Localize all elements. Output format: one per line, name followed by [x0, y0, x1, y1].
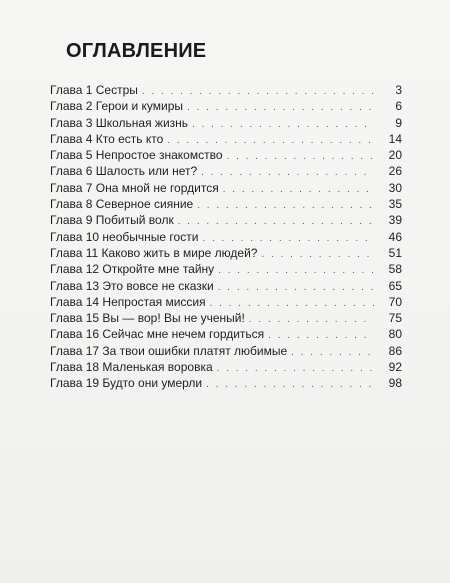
- chapter-title: Глава 14 Непростая миссия: [50, 294, 206, 309]
- page-number: 51: [388, 245, 402, 260]
- page-number: 9: [395, 115, 402, 130]
- toc-entry: [50, 245, 402, 261]
- chapter-title: Глава 13 Это вовсе не сказки: [50, 278, 214, 293]
- page-number: 98: [388, 376, 402, 391]
- page-number: 92: [388, 360, 402, 375]
- toc-entry: [50, 115, 402, 131]
- toc-entry: [50, 147, 402, 163]
- page-number: 65: [388, 278, 402, 293]
- page-number: 86: [388, 343, 402, 358]
- chapter-title: Глава 18 Маленькая воровка: [50, 360, 213, 375]
- chapter-title: Глава 17 За твои ошибки платят любимые: [50, 343, 288, 358]
- dot-leader: [227, 149, 374, 165]
- chapter-title: Глава 3 Школьная жизнь: [50, 115, 189, 130]
- table-of-contents: [50, 82, 402, 392]
- chapter-title: Глава 2 Герои и кумиры: [50, 99, 184, 114]
- page-number: 70: [388, 294, 402, 309]
- chapter-title: Глава 16 Сейчас мне нечем гордиться: [50, 327, 265, 342]
- dot-leader: [187, 100, 374, 116]
- toc-entry: [50, 229, 402, 245]
- dot-leader: [197, 198, 374, 214]
- page-number: 35: [388, 197, 402, 212]
- chapter-title: Глава 15 Вы — вор! Вы не ученый!: [50, 311, 245, 326]
- toc-entry: [50, 278, 402, 294]
- dot-leader: [192, 117, 374, 133]
- chapter-title: Глава 8 Северное сияние: [50, 197, 194, 212]
- page-number: 75: [388, 311, 402, 326]
- toc-entry: [50, 294, 402, 310]
- toc-entry: [50, 82, 402, 98]
- toc-entry: [50, 375, 402, 391]
- chapter-title: Глава 9 Побитый волк: [50, 213, 174, 228]
- page-number: 3: [395, 83, 402, 97]
- page-number: 14: [388, 131, 402, 146]
- chapter-title: Глава 10 необычные гости: [50, 229, 199, 244]
- chapter-title: Глава 5 Непростое знакомство: [50, 148, 223, 163]
- toc-entry: [50, 310, 402, 326]
- dot-leader: [178, 214, 374, 230]
- chapter-title: Глава 4 Кто есть кто: [50, 131, 164, 146]
- dot-leader: [201, 165, 374, 181]
- dot-leader: [218, 263, 374, 279]
- chapter-title: Глава 12 Откройте мне тайну: [50, 262, 215, 277]
- chapter-title: Глава 1 Сестры: [50, 83, 138, 97]
- dot-leader: [218, 280, 374, 296]
- page-number: 80: [388, 327, 402, 342]
- dot-leader: [261, 247, 374, 263]
- page-title: ОГЛАВЛЕНИЕ: [66, 40, 207, 62]
- chapter-title: Глава 19 Будто они умерли: [50, 376, 203, 391]
- toc-entry: [50, 343, 402, 359]
- toc-entry: [50, 180, 402, 196]
- page-number: 26: [388, 164, 402, 179]
- chapter-title: Глава 6 Шалость или нет?: [50, 164, 198, 179]
- page-number: 30: [388, 180, 402, 195]
- page-number: 46: [388, 229, 402, 244]
- page-number: 58: [388, 262, 402, 277]
- page-number: 6: [395, 99, 402, 114]
- chapter-title: Глава 11 Каково жить в мире людей?: [50, 245, 258, 260]
- toc-entry: [50, 131, 402, 147]
- toc-entry: [50, 98, 402, 114]
- dot-leader: [206, 377, 374, 393]
- toc-entry: [50, 359, 402, 375]
- toc-entry: [50, 163, 402, 179]
- page-number: 39: [388, 213, 402, 228]
- page-number: 20: [388, 148, 402, 163]
- toc-entry: [50, 326, 402, 342]
- chapter-title: Глава 7 Она мной не гордится: [50, 180, 219, 195]
- dot-leader: [223, 182, 374, 198]
- dot-leader: [217, 361, 374, 377]
- dot-leader: [291, 345, 374, 361]
- toc-entry: [50, 212, 402, 228]
- toc-entry: [50, 261, 402, 277]
- toc-entry: [50, 196, 402, 212]
